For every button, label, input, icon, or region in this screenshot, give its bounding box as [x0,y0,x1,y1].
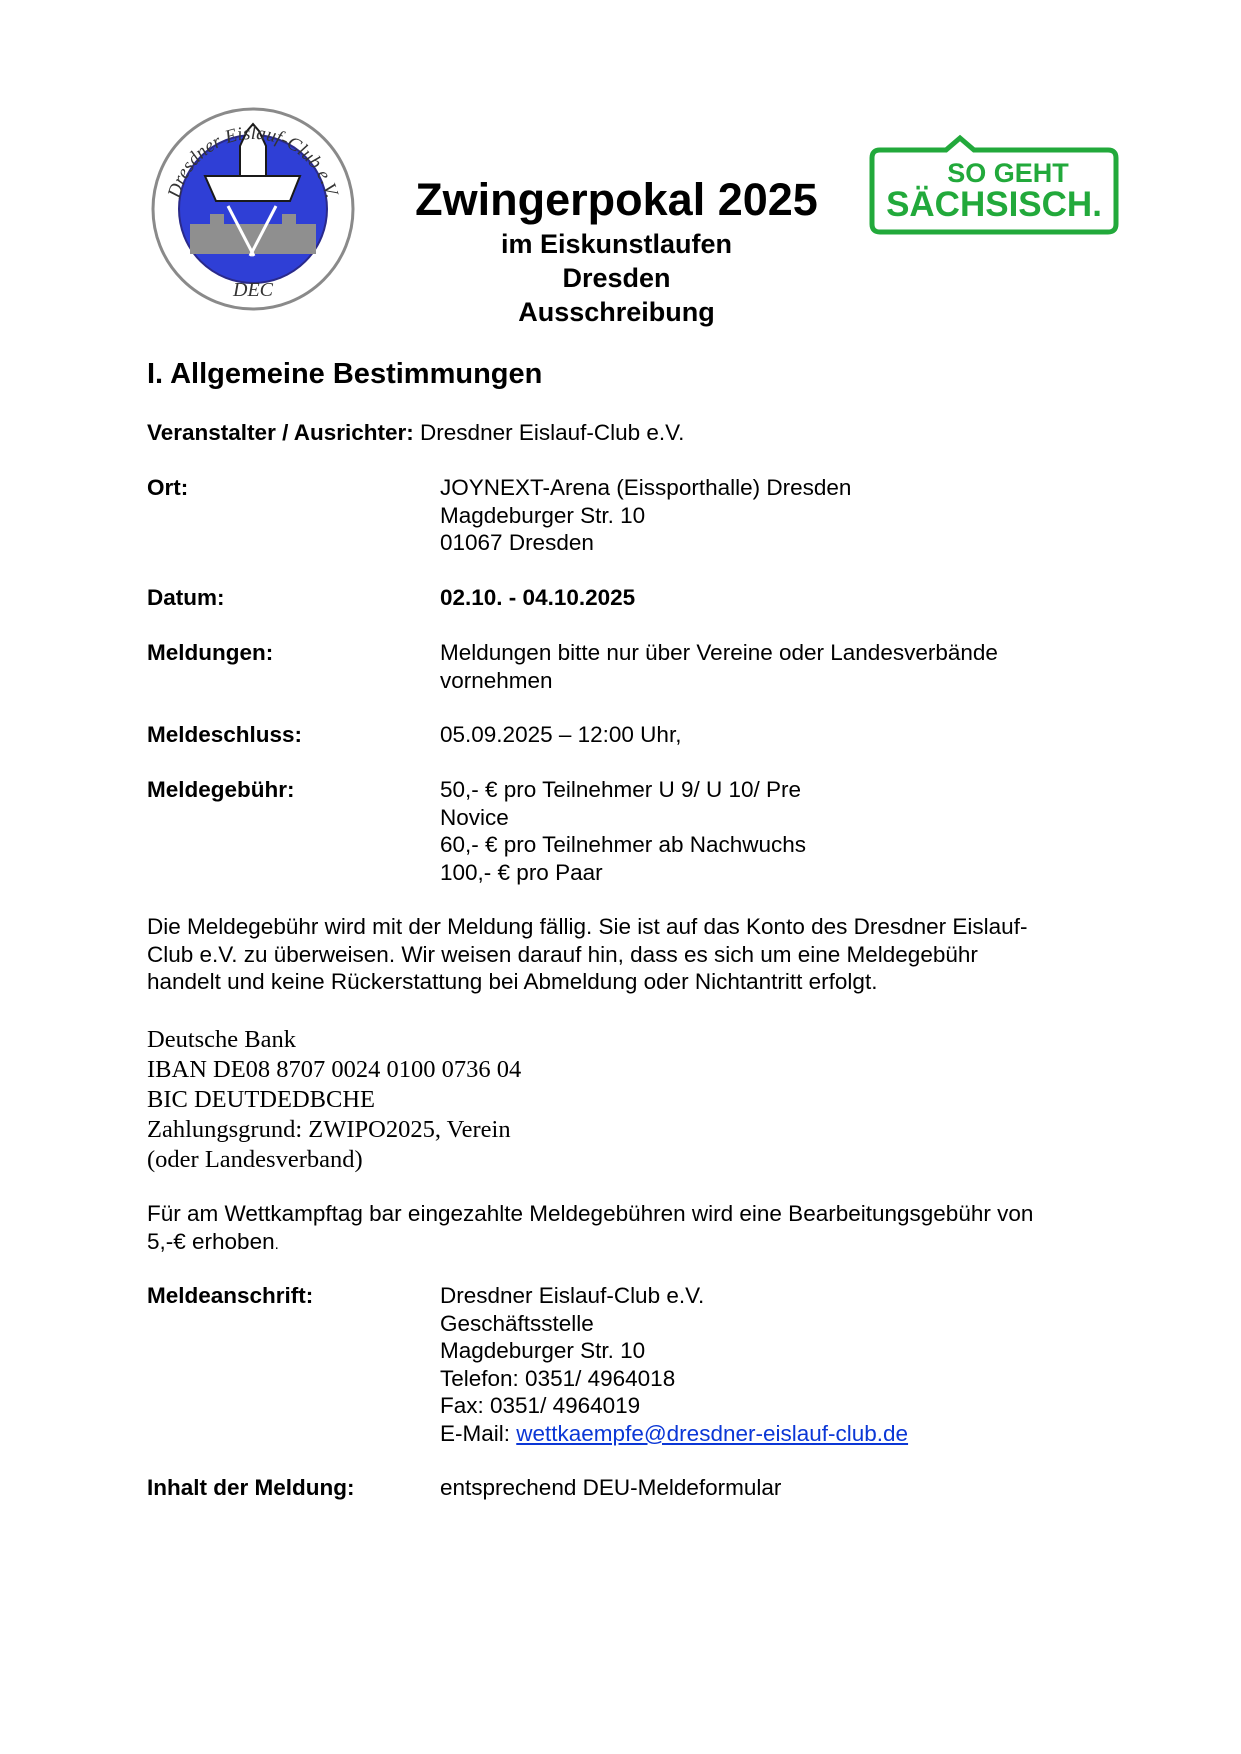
email-link[interactable]: wettkaempfe@dresdner-eislauf-club.de [516,1420,909,1446]
meldegebuehr-line: 60,- € pro Teilnehmer ab Nachwuchs [440,832,807,857]
inhalt-label: Inhalt der Meldung: [147,1475,355,1500]
dec-logo-ring-text: Dresdner Eislauf-Club e.V. [163,122,343,201]
datum-label: Datum: [147,585,225,610]
veranstalter-label: Veranstalter / Ausrichter: [147,420,414,445]
veranstalter-row [147,419,684,447]
cash-paragraph-period: . [274,1235,279,1253]
ort-line: JOYNEXT-Arena (Eissporthalle) Dresden [440,475,852,500]
document-title: Zwingerpokal 2025 [415,174,818,225]
so-geht-saechsisch-logo [868,134,1120,237]
meldegebuehr-line: 50,- € pro Teilnehmer U 9/ U 10/ Pre [440,777,802,802]
logo-line-1: SO GEHT [947,158,1069,188]
meldeanschrift-line: Dresdner Eislauf-Club e.V. [440,1283,705,1308]
bank-payment-reference-note: (oder Landesverband) [147,1146,363,1173]
bank-iban: IBAN DE08 8707 0024 0100 0736 04 [147,1056,522,1083]
bank-bic: BIC DEUTDEDBCHE [147,1086,375,1113]
meldeanschrift-phone: Telefon: 0351/ 4964018 [440,1365,676,1391]
ort-label: Ort: [147,475,189,500]
document-subtitle-city: Dresden [562,263,671,293]
meldeschluss-value: 05.09.2025 – 12:00 Uhr, [440,722,682,747]
veranstalter-value: Dresdner Eislauf-Club e.V. [420,420,685,445]
fee-paragraph-line: handelt und keine Rückerstattung bei Abmeldung oder Nichtantritt erfolgt. [147,969,878,994]
meldeanschrift-fax: Fax: 0351/ 4964019 [440,1393,641,1418]
meldeanschrift-label: Meldeanschrift: [147,1283,314,1308]
datum-value: 02.10. - 04.10.2025 [440,585,636,610]
meldeanschrift-line: Magdeburger Str. 10 [440,1338,646,1363]
cash-paragraph-line: Für am Wettkampftag bar eingezahlte Meldegebühren wird eine Bearbeitungsgebühr von [147,1201,1034,1226]
meldeschluss-label: Meldeschluss: [147,722,303,747]
bank-name: Deutsche Bank [147,1026,296,1053]
fee-paragraph-line: Die Meldegebühr wird mit der Meldung fällig. Sie ist auf das Konto des Dresdner Eislauf- [147,914,1028,939]
email-label: E-Mail: [440,1420,517,1446]
ort-line: Magdeburger Str. 10 [440,502,646,528]
meldungen-label: Meldungen: [147,640,274,665]
ort-line: 01067 Dresden [440,530,594,555]
bank-payment-reference: Zahlungsgrund: ZWIPO2025, Verein [147,1116,511,1143]
meldegebuehr-line: 100,- € pro Paar [440,859,603,885]
meldungen-line: Meldungen bitte nur über Vereine oder Landesverbände [440,640,998,665]
cash-paragraph-text: 5,-€ erhoben [147,1228,275,1254]
dec-club-crest-logo [150,106,356,312]
cash-paragraph-line [147,1228,279,1259]
dec-logo-initials: DEC [233,279,273,301]
meldeanschrift-email-row [440,1420,908,1448]
fee-paragraph-line: Club e.V. zu überweisen. Wir weisen darauf hin, dass es sich um eine Meldegebühr [147,941,978,967]
inhalt-value: entsprechend DEU-Meldeformular [440,1475,782,1500]
document-subtitle-discipline: im Eiskunstlaufen [500,229,733,259]
meldeanschrift-line: Geschäftsstelle [440,1310,594,1336]
document-subtitle-type: Ausschreibung [518,297,715,327]
meldungen-line: vornehmen [440,667,553,693]
section-heading: I. Allgemeine Bestimmungen [147,358,543,390]
meldegebuehr-label: Meldegebühr: [147,777,295,802]
meldegebuehr-line: Novice [440,804,509,830]
logo-line-2: SÄCHSISCH. [886,185,1102,224]
